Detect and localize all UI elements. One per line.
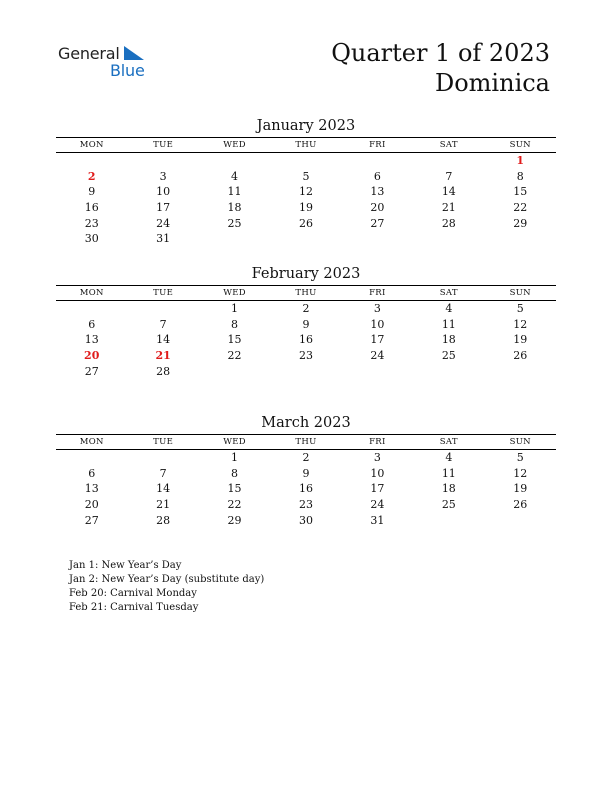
day-cell: 26 [513,349,528,363]
day-cell: 5 [302,169,310,183]
day-cell: 8 [231,466,239,480]
weekday-header: TUE [153,288,174,298]
day-cell: 24 [370,498,385,512]
day-cell: 23 [84,216,99,230]
day-cell: 14 [156,482,171,496]
day-cell: 1 [516,154,525,167]
day-cell: 27 [84,513,99,527]
weekday-header-row [56,285,556,301]
week-row [56,348,556,364]
weekday-header: FRI [369,140,386,150]
day-cell: 18 [227,201,242,215]
day-cell: 23 [298,349,313,363]
day-cell: 12 [298,185,313,199]
day-cell: 1 [231,302,239,315]
weekday-header: MON [79,437,104,447]
month-title: February 2023 [251,266,361,282]
day-cell: 13 [370,185,385,199]
holiday-note: Jan 1: New Year’s Day [69,560,182,571]
day-cell: 21 [441,201,456,215]
day-cell: 27 [84,364,99,378]
day-cell: 14 [156,333,171,347]
day-cell: 8 [231,317,239,331]
weekday-header: MON [79,288,104,298]
weekday-header: SAT [439,288,458,298]
week-row [56,513,556,529]
day-cell: 15 [513,185,528,199]
day-cell: 17 [370,482,385,496]
week-row [56,200,556,216]
day-cell [199,364,270,380]
week-row [56,332,556,348]
day-cell: 24 [156,216,171,230]
day-cell: 26 [513,498,528,512]
weekday-header: WED [223,437,246,447]
day-cell: 30 [298,513,313,527]
day-cell [56,301,127,317]
day-cell: 12 [513,466,528,480]
week-row [56,364,556,380]
day-cell: 25 [441,498,456,512]
day-cell: 7 [445,169,453,183]
logo-text-blue: Blue [110,61,145,80]
day-cell: 19 [513,333,528,347]
week-row [56,317,556,333]
day-cell: 4 [445,451,453,464]
day-cell: 20 [84,498,99,512]
day-cell: 7 [159,466,167,480]
day-cell: 17 [370,333,385,347]
day-cell: 2 [302,451,310,464]
week-row [56,169,556,185]
day-cell: 14 [441,185,456,199]
day-cell: 31 [370,513,385,527]
holiday-note: Jan 2: New Year’s Day (substitute day) [69,574,265,585]
day-cell: 26 [298,216,313,230]
day-cell: 7 [159,317,167,331]
day-cell: 10 [370,466,385,480]
week-row [56,153,556,169]
weekday-header: THU [295,140,317,150]
title-country: Dominica [434,69,550,97]
week-row [56,481,556,497]
day-cell: 21 [156,498,171,512]
weekday-header: WED [223,140,246,150]
day-cell [342,231,413,247]
day-cell: 11 [441,466,456,480]
holiday-notes [69,559,264,615]
day-cell [56,153,127,169]
day-cell [127,301,198,317]
day-cell [413,231,484,247]
day-cell: 23 [298,498,313,512]
weekday-header: TUE [153,140,174,150]
day-cell: 18 [441,333,456,347]
day-cell: 9 [88,185,96,199]
day-cell: 4 [445,302,453,315]
day-cell: 28 [441,216,456,230]
day-cell: 19 [513,482,528,496]
day-cell: 18 [441,482,456,496]
day-cell [342,153,413,169]
week-row [56,184,556,200]
day-cell: 16 [298,482,313,496]
day-cell: 25 [227,216,242,230]
day-cell [413,364,484,380]
weekday-header: SAT [439,437,458,447]
day-cell: 2 [302,302,310,315]
day-cell: 4 [231,169,239,183]
weekday-header-row [56,137,556,153]
holiday-note: Feb 21: Carnival Tuesday [69,602,199,613]
day-cell: 5 [516,451,524,464]
month-january [56,116,556,247]
day-cell: 11 [227,185,242,199]
day-cell [485,231,556,247]
day-cell: 27 [370,216,385,230]
day-cell: 16 [298,333,313,347]
day-cell: 28 [156,364,171,378]
day-cell: 17 [156,201,171,215]
month-march [56,413,556,528]
day-cell: 3 [373,451,381,464]
weekday-header: THU [295,288,317,298]
day-cell [270,364,341,380]
week-row [56,216,556,232]
day-cell: 29 [513,216,528,230]
page-title [331,38,550,98]
week-row [56,450,556,466]
day-cell: 3 [373,302,381,315]
month-february [56,264,556,379]
week-row [56,231,556,247]
day-cell [56,450,127,466]
weekday-header: TUE [153,437,174,447]
day-cell: 16 [84,201,99,215]
day-cell: 12 [513,317,528,331]
weekday-header: SUN [509,437,531,447]
day-cell: 6 [373,169,381,183]
day-cell: 6 [88,466,96,480]
day-cell: 1 [231,451,239,464]
day-cell: 10 [156,185,171,199]
day-cell: 2 [87,169,96,183]
day-cell: 9 [302,466,310,480]
weekday-header: MON [79,140,104,150]
weekday-header: SUN [509,140,531,150]
day-cell: 10 [370,317,385,331]
weekday-header: SAT [439,140,458,150]
day-cell: 25 [441,349,456,363]
day-cell: 6 [88,317,96,331]
day-cell [199,153,270,169]
weekday-header: FRI [369,288,386,298]
week-row [56,497,556,513]
day-cell [270,231,341,247]
day-cell [342,364,413,380]
week-row [56,466,556,482]
weekday-header: THU [295,437,317,447]
day-cell: 19 [298,201,313,215]
week-row [56,301,556,317]
day-cell [485,513,556,529]
day-cell [413,513,484,529]
day-cell [127,153,198,169]
day-cell: 29 [227,513,242,527]
day-cell [270,153,341,169]
day-cell: 31 [156,232,171,246]
title-quarter: Quarter 1 of 2023 [331,39,550,67]
day-cell: 30 [84,232,99,246]
day-cell: 20 [370,201,385,215]
day-cell: 9 [302,317,310,331]
day-cell: 11 [441,317,456,331]
day-cell [127,450,198,466]
holiday-note: Feb 20: Carnival Monday [69,588,197,599]
day-cell: 21 [155,349,171,363]
month-title: March 2023 [261,415,351,431]
day-cell: 8 [516,169,524,183]
weekday-header: WED [223,288,246,298]
day-cell [199,231,270,247]
day-cell: 28 [156,513,171,527]
day-cell: 20 [84,349,100,363]
month-title: January 2023 [256,118,356,134]
day-cell: 24 [370,349,385,363]
weekday-header-row [56,434,556,450]
day-cell: 22 [227,349,242,363]
day-cell: 22 [513,201,528,215]
day-cell: 13 [84,482,99,496]
day-cell: 15 [227,333,242,347]
day-cell: 5 [516,302,524,315]
day-cell: 13 [84,333,99,347]
weekday-header: FRI [369,437,386,447]
day-cell: 15 [227,482,242,496]
day-cell [413,153,484,169]
logo-text-general: General [58,44,120,63]
day-cell: 22 [227,498,242,512]
day-cell: 3 [159,169,167,183]
day-cell [485,364,556,380]
weekday-header: SUN [509,288,531,298]
generalblue-logo [58,44,158,84]
